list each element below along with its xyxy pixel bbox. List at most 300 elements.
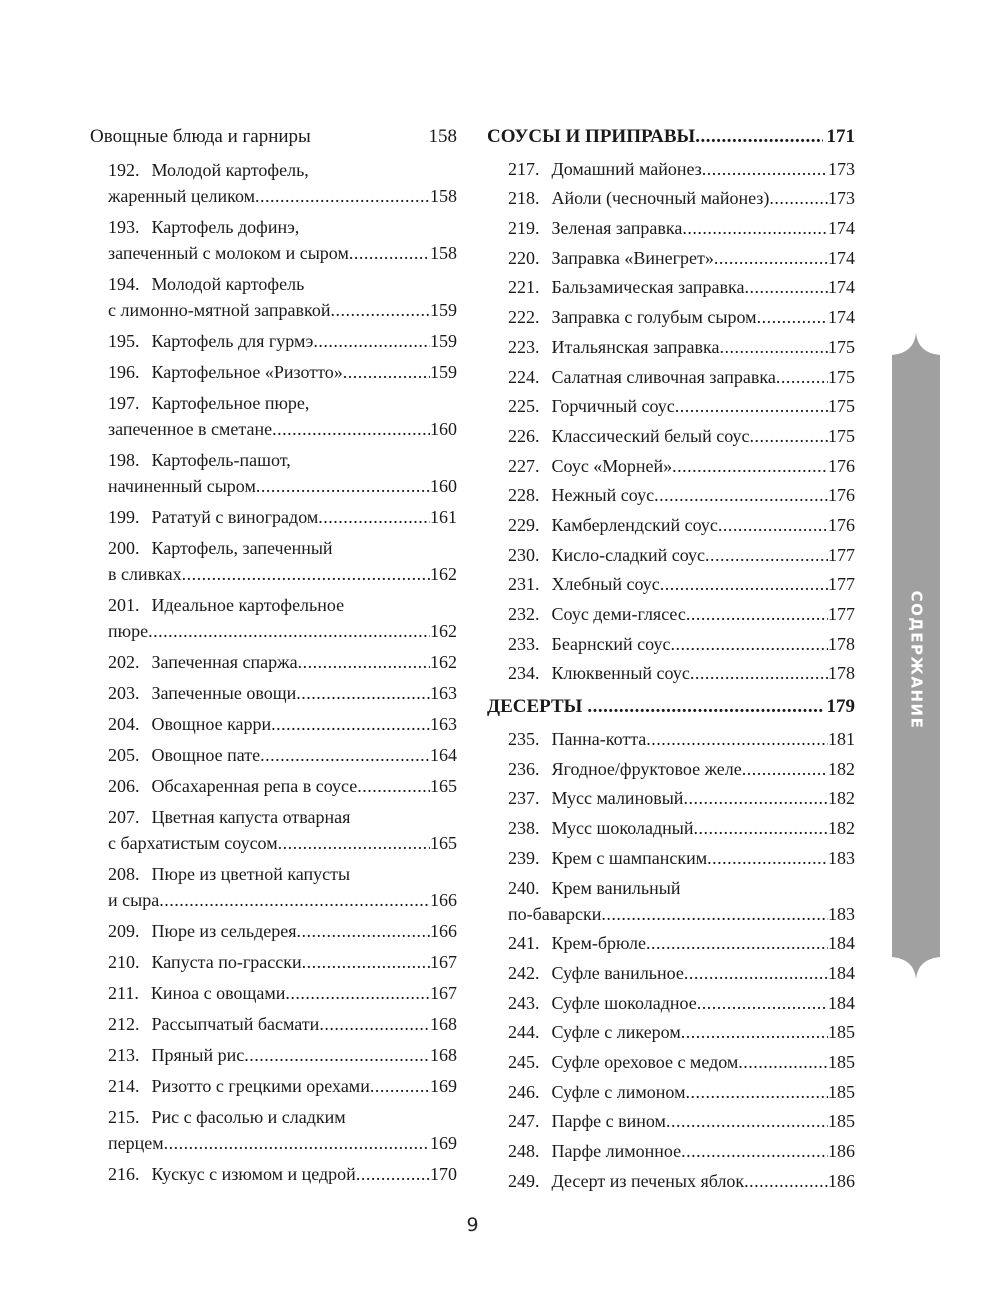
toc-entry (108, 861, 457, 913)
toc-entry (108, 918, 457, 944)
entry-text (508, 542, 705, 568)
dot-leader (298, 649, 430, 675)
entry-title: Крем с шампанским (551, 847, 708, 868)
toc-entry (108, 804, 457, 856)
dot-leader (690, 660, 828, 686)
entry-page: 165 (430, 833, 457, 853)
entry-page: 185 (828, 1022, 855, 1043)
toc-entry (508, 990, 855, 1016)
toc-entry (508, 875, 855, 927)
entry-page: 167 (430, 983, 457, 1003)
dot-leader (707, 845, 828, 871)
toc-entry (108, 980, 457, 1006)
entry-line (108, 504, 457, 530)
dot-leader (646, 930, 828, 956)
entry-text (508, 631, 670, 657)
entry-line (108, 1130, 457, 1156)
entry-text (508, 512, 718, 538)
entry-title: Зеленая заправка (551, 218, 683, 239)
entry-number: 248. (508, 1141, 540, 1161)
entry-page: 185 (828, 1081, 855, 1102)
dot-leader (302, 949, 430, 975)
toc-entry (508, 512, 855, 538)
entry-text (108, 271, 304, 297)
entry-page: 184 (828, 992, 855, 1013)
entry-page: 161 (430, 507, 457, 527)
entry-title: Запеченная спаржа (151, 652, 298, 672)
entry-title: Крем-брюле (551, 933, 647, 954)
entry-title: перцем (108, 1133, 164, 1153)
entry-title: Суфле ореховое с медом (551, 1051, 739, 1072)
entry-title: Бальзамическая заправка (551, 277, 745, 298)
entry-title: Картофель-пашот, (151, 450, 291, 470)
entry-title: Запеченные овощи (151, 683, 297, 703)
dot-leader (356, 1161, 430, 1187)
entry-line (508, 423, 855, 449)
toc-entry (108, 1042, 457, 1068)
entry-number: 213. (108, 1045, 140, 1065)
toc-entry (108, 1011, 457, 1037)
entry-title: Парфе с вином (551, 1111, 666, 1132)
dot-leader (769, 185, 828, 211)
entry-number: 245. (508, 1051, 540, 1072)
dot-leader (705, 542, 828, 568)
side-tab-label (898, 560, 934, 760)
entry-text (108, 680, 296, 706)
entry-page: 181 (828, 729, 855, 750)
entry-number: 238. (508, 818, 540, 839)
entry-title: Беарнский соус (551, 633, 671, 654)
entry-page: 184 (828, 962, 855, 983)
entry-title: Рататуй с виноградом (151, 507, 319, 527)
entry-title: Капуста по-грасски (151, 952, 302, 972)
entry-title: Классический белый соус (551, 425, 750, 446)
toc-entry (108, 680, 457, 706)
entry-number: 228. (508, 485, 540, 506)
entry-line (508, 571, 855, 597)
dot-leader (670, 631, 828, 657)
dot-leader (757, 304, 828, 330)
entry-page: 182 (828, 758, 855, 779)
entry-title: Овощное пате (151, 745, 261, 765)
entry-text (508, 274, 744, 300)
entry-line (108, 157, 457, 183)
dot-leader (720, 334, 828, 360)
entry-title: Картофель, запеченный (151, 538, 333, 558)
entry-text (508, 304, 757, 330)
entry-number: 237. (508, 788, 540, 809)
entry-number: 203. (108, 683, 140, 703)
entry-line (108, 830, 457, 856)
entry-text (108, 1130, 164, 1156)
dot-leader (675, 393, 828, 419)
dot-leader (742, 756, 828, 782)
entry-title: Молодой картофель, (151, 160, 309, 180)
dot-leader (750, 423, 829, 449)
entry-text (508, 930, 646, 956)
entry-page: 183 (828, 847, 855, 868)
toc-entry (508, 304, 855, 330)
toc-entry (508, 1168, 855, 1194)
entry-title: Овощное карри (151, 714, 272, 734)
entry-number: 206. (108, 776, 140, 796)
entry-page: 159 (430, 331, 457, 351)
entry-title: пюре (108, 621, 149, 641)
entry-page: 182 (828, 818, 855, 839)
entry-text (508, 364, 776, 390)
entry-line (508, 304, 855, 330)
entry-text (108, 861, 350, 887)
dot-leader (278, 830, 430, 856)
entry-number: 214. (108, 1076, 140, 1096)
entry-number: 209. (108, 921, 140, 941)
entry-title: Панна-котта (551, 729, 647, 750)
entry-page: 158 (430, 243, 457, 263)
entry-line (508, 364, 855, 390)
entry-title: начиненный сыром (108, 476, 256, 496)
entry-line (108, 473, 457, 499)
entry-text (508, 334, 720, 360)
entry-title: Парфе лимонное (551, 1141, 682, 1161)
entry-number: 217. (508, 158, 540, 179)
entry-line (108, 297, 457, 323)
entry-title: Нежный соус (551, 485, 655, 506)
entry-text (108, 592, 344, 618)
entry-title: по-баварски (508, 903, 602, 924)
entry-number: 221. (508, 277, 540, 298)
toc-entry (108, 949, 457, 975)
toc-entry (508, 1138, 855, 1164)
entry-number: 196. (108, 362, 140, 382)
toc-entry (108, 359, 457, 385)
dot-leader (697, 990, 828, 1016)
toc-entry (508, 453, 855, 479)
side-tab-text: СОДЕРЖАНИЕ (907, 590, 925, 730)
entry-page: 158 (430, 186, 457, 206)
entry-line (508, 1138, 855, 1164)
entry-page: 174 (828, 277, 855, 298)
entry-line (108, 711, 457, 737)
entry-number: 239. (508, 847, 540, 868)
dot-leader (296, 680, 430, 706)
dot-leader (313, 328, 430, 354)
dot-leader (296, 918, 430, 944)
dot-leader (318, 504, 430, 530)
entry-text (108, 1161, 356, 1187)
toc-entry (108, 504, 457, 530)
entry-text (508, 393, 675, 419)
dot-leader (244, 1042, 430, 1068)
dot-leader (256, 473, 430, 499)
dot-leader (331, 297, 430, 323)
entry-text (108, 359, 343, 385)
entry-page: 174 (828, 307, 855, 328)
entry-text (508, 482, 654, 508)
entry-title: Пюре из сельдерея (151, 921, 297, 941)
entry-line (508, 1079, 855, 1105)
entry-title: Пюре из цветной капусты (151, 864, 351, 884)
entry-title: Цветная капуста отварная (151, 807, 351, 827)
entry-line (108, 390, 457, 416)
dot-leader (357, 773, 430, 799)
page-number: 9 (466, 1214, 479, 1236)
entry-title: с бархатистым соусом (108, 833, 278, 853)
entry-page: 178 (828, 633, 855, 654)
entry-page: 175 (828, 396, 855, 417)
toc-entry (508, 423, 855, 449)
entry-title: Картофель дофинэ, (151, 217, 300, 237)
entry-number: 230. (508, 544, 540, 565)
entry-text (108, 535, 333, 561)
entry-number: 219. (508, 218, 540, 239)
entry-line (108, 618, 457, 644)
entry-text (508, 423, 750, 449)
entry-page: 175 (828, 366, 855, 387)
entry-title: Идеальное картофельное (151, 595, 345, 615)
entry-text (508, 726, 646, 752)
entry-text (508, 245, 714, 271)
entry-number: 210. (108, 952, 140, 972)
entry-number: 211. (108, 983, 139, 1003)
toc-entry (508, 930, 855, 956)
entry-line (508, 453, 855, 479)
entry-number: 215. (108, 1107, 140, 1127)
section-page: 171 (826, 126, 855, 147)
toc-entry (508, 726, 855, 752)
entry-number: 223. (508, 336, 540, 357)
entry-title: Соус «Морней» (551, 455, 673, 476)
entry-page: 174 (828, 218, 855, 239)
entry-number: 229. (508, 514, 540, 535)
toc-right-column (487, 122, 855, 1194)
toc-entry (508, 571, 855, 597)
toc-entry (508, 1079, 855, 1105)
entry-title: Картофель для гурмэ (151, 331, 314, 351)
entry-page: 166 (430, 921, 457, 941)
entry-page: 184 (828, 933, 855, 954)
entry-number: 227. (508, 455, 540, 476)
entry-line (508, 756, 855, 782)
entry-text (508, 815, 693, 841)
section-heading (487, 692, 855, 722)
dot-leader (164, 1130, 430, 1156)
entry-line (108, 804, 457, 830)
entry-title: Клюквенный соус (551, 663, 690, 684)
entry-title: Суфле шоколадное (551, 992, 697, 1013)
entry-line (508, 815, 855, 841)
entry-text (108, 1042, 244, 1068)
entry-number: 195. (108, 331, 140, 351)
entry-line (108, 649, 457, 675)
entry-text (508, 185, 769, 211)
entry-number: 240. (508, 877, 540, 898)
entry-number: 249. (508, 1170, 540, 1191)
entry-number: 242. (508, 962, 540, 983)
toc-entry (108, 649, 457, 675)
toc-entry (108, 535, 457, 587)
dot-leader (686, 601, 828, 627)
entry-page: 175 (828, 425, 855, 446)
section-title: СОУСЫ И ПРИПРАВЫ (487, 126, 696, 147)
entry-number: 224. (508, 366, 540, 387)
section-heading (90, 122, 457, 152)
toc-entry (508, 660, 855, 686)
entry-page: 163 (430, 683, 457, 703)
entry-number: 218. (508, 188, 540, 209)
toc-entry (508, 482, 855, 508)
entry-line (508, 542, 855, 568)
dot-leader (660, 571, 828, 597)
toc-entry (508, 601, 855, 627)
entry-line (108, 1161, 457, 1187)
entry-line (508, 960, 855, 986)
entry-line (508, 726, 855, 752)
dot-leader (714, 245, 828, 271)
entry-title: Киноа с овощами (150, 983, 286, 1003)
entry-text (108, 1011, 319, 1037)
entry-title: Горчичный соус (551, 396, 675, 417)
toc-entry (508, 815, 855, 841)
entry-line (108, 271, 457, 297)
entry-number: 234. (508, 663, 540, 684)
entry-line (108, 183, 457, 209)
entry-page: 159 (430, 362, 457, 382)
entry-page: 160 (430, 476, 457, 496)
entry-text (108, 416, 272, 442)
toc-entry (508, 334, 855, 360)
entry-text (508, 571, 660, 597)
entry-title: Кисло-сладкий соус (551, 544, 706, 565)
entry-title: запеченный с молоком и сыром (108, 243, 349, 263)
dot-leader (681, 1138, 828, 1164)
toc-entry (508, 785, 855, 811)
entry-line (108, 416, 457, 442)
entry-title: Десерт из печеных яблок (551, 1170, 745, 1191)
toc-entry (508, 156, 855, 182)
entry-line (108, 1104, 457, 1130)
entry-number: 226. (508, 425, 540, 446)
entry-number: 247. (508, 1111, 540, 1132)
toc-entry (508, 393, 855, 419)
entry-text (508, 756, 742, 782)
entry-text (108, 297, 331, 323)
dot-leader (744, 274, 828, 300)
entry-line (508, 393, 855, 419)
toc-entry (108, 1104, 457, 1156)
entry-number: 204. (108, 714, 140, 734)
toc-entry (108, 1073, 457, 1099)
entry-title: Ягодное/фруктовое желе (551, 758, 742, 779)
entry-line (108, 773, 457, 799)
dot-leader (272, 416, 430, 442)
section-heading (487, 122, 855, 152)
dot-leader (693, 815, 828, 841)
entry-page: 177 (828, 604, 855, 624)
entry-title: жаренный целиком (108, 186, 256, 206)
entry-title: Мусс малиновый (551, 788, 684, 809)
entry-line (108, 592, 457, 618)
entry-number: 235. (508, 729, 540, 750)
entry-line (508, 156, 855, 182)
entry-text (508, 1049, 738, 1075)
entry-number: 222. (508, 307, 540, 328)
entry-title: Суфле с ликером (551, 1022, 681, 1043)
entry-line (508, 845, 855, 871)
entry-text (108, 561, 182, 587)
entry-text (508, 156, 702, 182)
entry-number: 216. (108, 1164, 140, 1184)
entry-title: Суфле с лимоном (551, 1081, 686, 1102)
entry-number: 241. (508, 933, 540, 954)
entry-text (508, 453, 672, 479)
entry-page: 173 (828, 158, 855, 179)
entry-number: 192. (108, 160, 140, 180)
dot-leader (587, 692, 822, 722)
entry-page: 178 (828, 663, 855, 684)
dot-leader (718, 512, 828, 538)
entry-page: 177 (828, 574, 855, 595)
entry-page: 162 (430, 652, 457, 672)
entry-number: 201. (108, 595, 140, 615)
entry-page: 167 (430, 952, 457, 972)
section-page: 158 (428, 126, 457, 147)
entry-title: Айоли (чесночный майонез) (551, 188, 770, 209)
dot-leader (255, 183, 430, 209)
entry-line (108, 1011, 457, 1037)
entry-title: Мусс шоколадный (551, 818, 694, 839)
entry-line (508, 660, 855, 686)
entry-text (108, 328, 313, 354)
entry-line (508, 875, 855, 901)
entry-text (508, 1079, 685, 1105)
entry-title: Салатная сливочная заправка (551, 366, 776, 387)
entry-page: 177 (828, 544, 855, 565)
toc-entry (508, 1019, 855, 1045)
entry-line (508, 1049, 855, 1075)
entry-text (508, 785, 683, 811)
entry-text (508, 990, 697, 1016)
entry-page: 166 (430, 890, 457, 910)
entry-text (508, 845, 707, 871)
entry-line (508, 1019, 855, 1045)
entry-page: 159 (430, 300, 457, 320)
entry-page: 183 (828, 903, 855, 924)
entry-page: 174 (828, 247, 855, 268)
entry-title: Обсахаренная репа в соусе (151, 776, 358, 796)
entry-text (508, 660, 690, 686)
toc-entry (108, 773, 457, 799)
entry-page: 176 (828, 514, 855, 535)
entry-page: 182 (828, 788, 855, 809)
entry-number: 197. (108, 393, 140, 413)
dot-leader (776, 364, 828, 390)
toc-entry (508, 215, 855, 241)
entry-number: 212. (108, 1014, 140, 1034)
entry-title: Крем ванильный (551, 877, 681, 898)
entry-text (108, 949, 302, 975)
dot-leader (684, 960, 828, 986)
toc-entry (108, 742, 457, 768)
toc-entry (508, 185, 855, 211)
dot-leader (159, 887, 430, 913)
section-title: Овощные блюда и гарниры (90, 126, 311, 147)
entry-page: 176 (828, 485, 855, 506)
entry-page: 168 (430, 1045, 457, 1065)
dot-leader (646, 726, 828, 752)
entry-page: 185 (828, 1111, 855, 1132)
entry-text (508, 215, 682, 241)
entry-title: Рассыпчатый басмати (151, 1014, 320, 1034)
